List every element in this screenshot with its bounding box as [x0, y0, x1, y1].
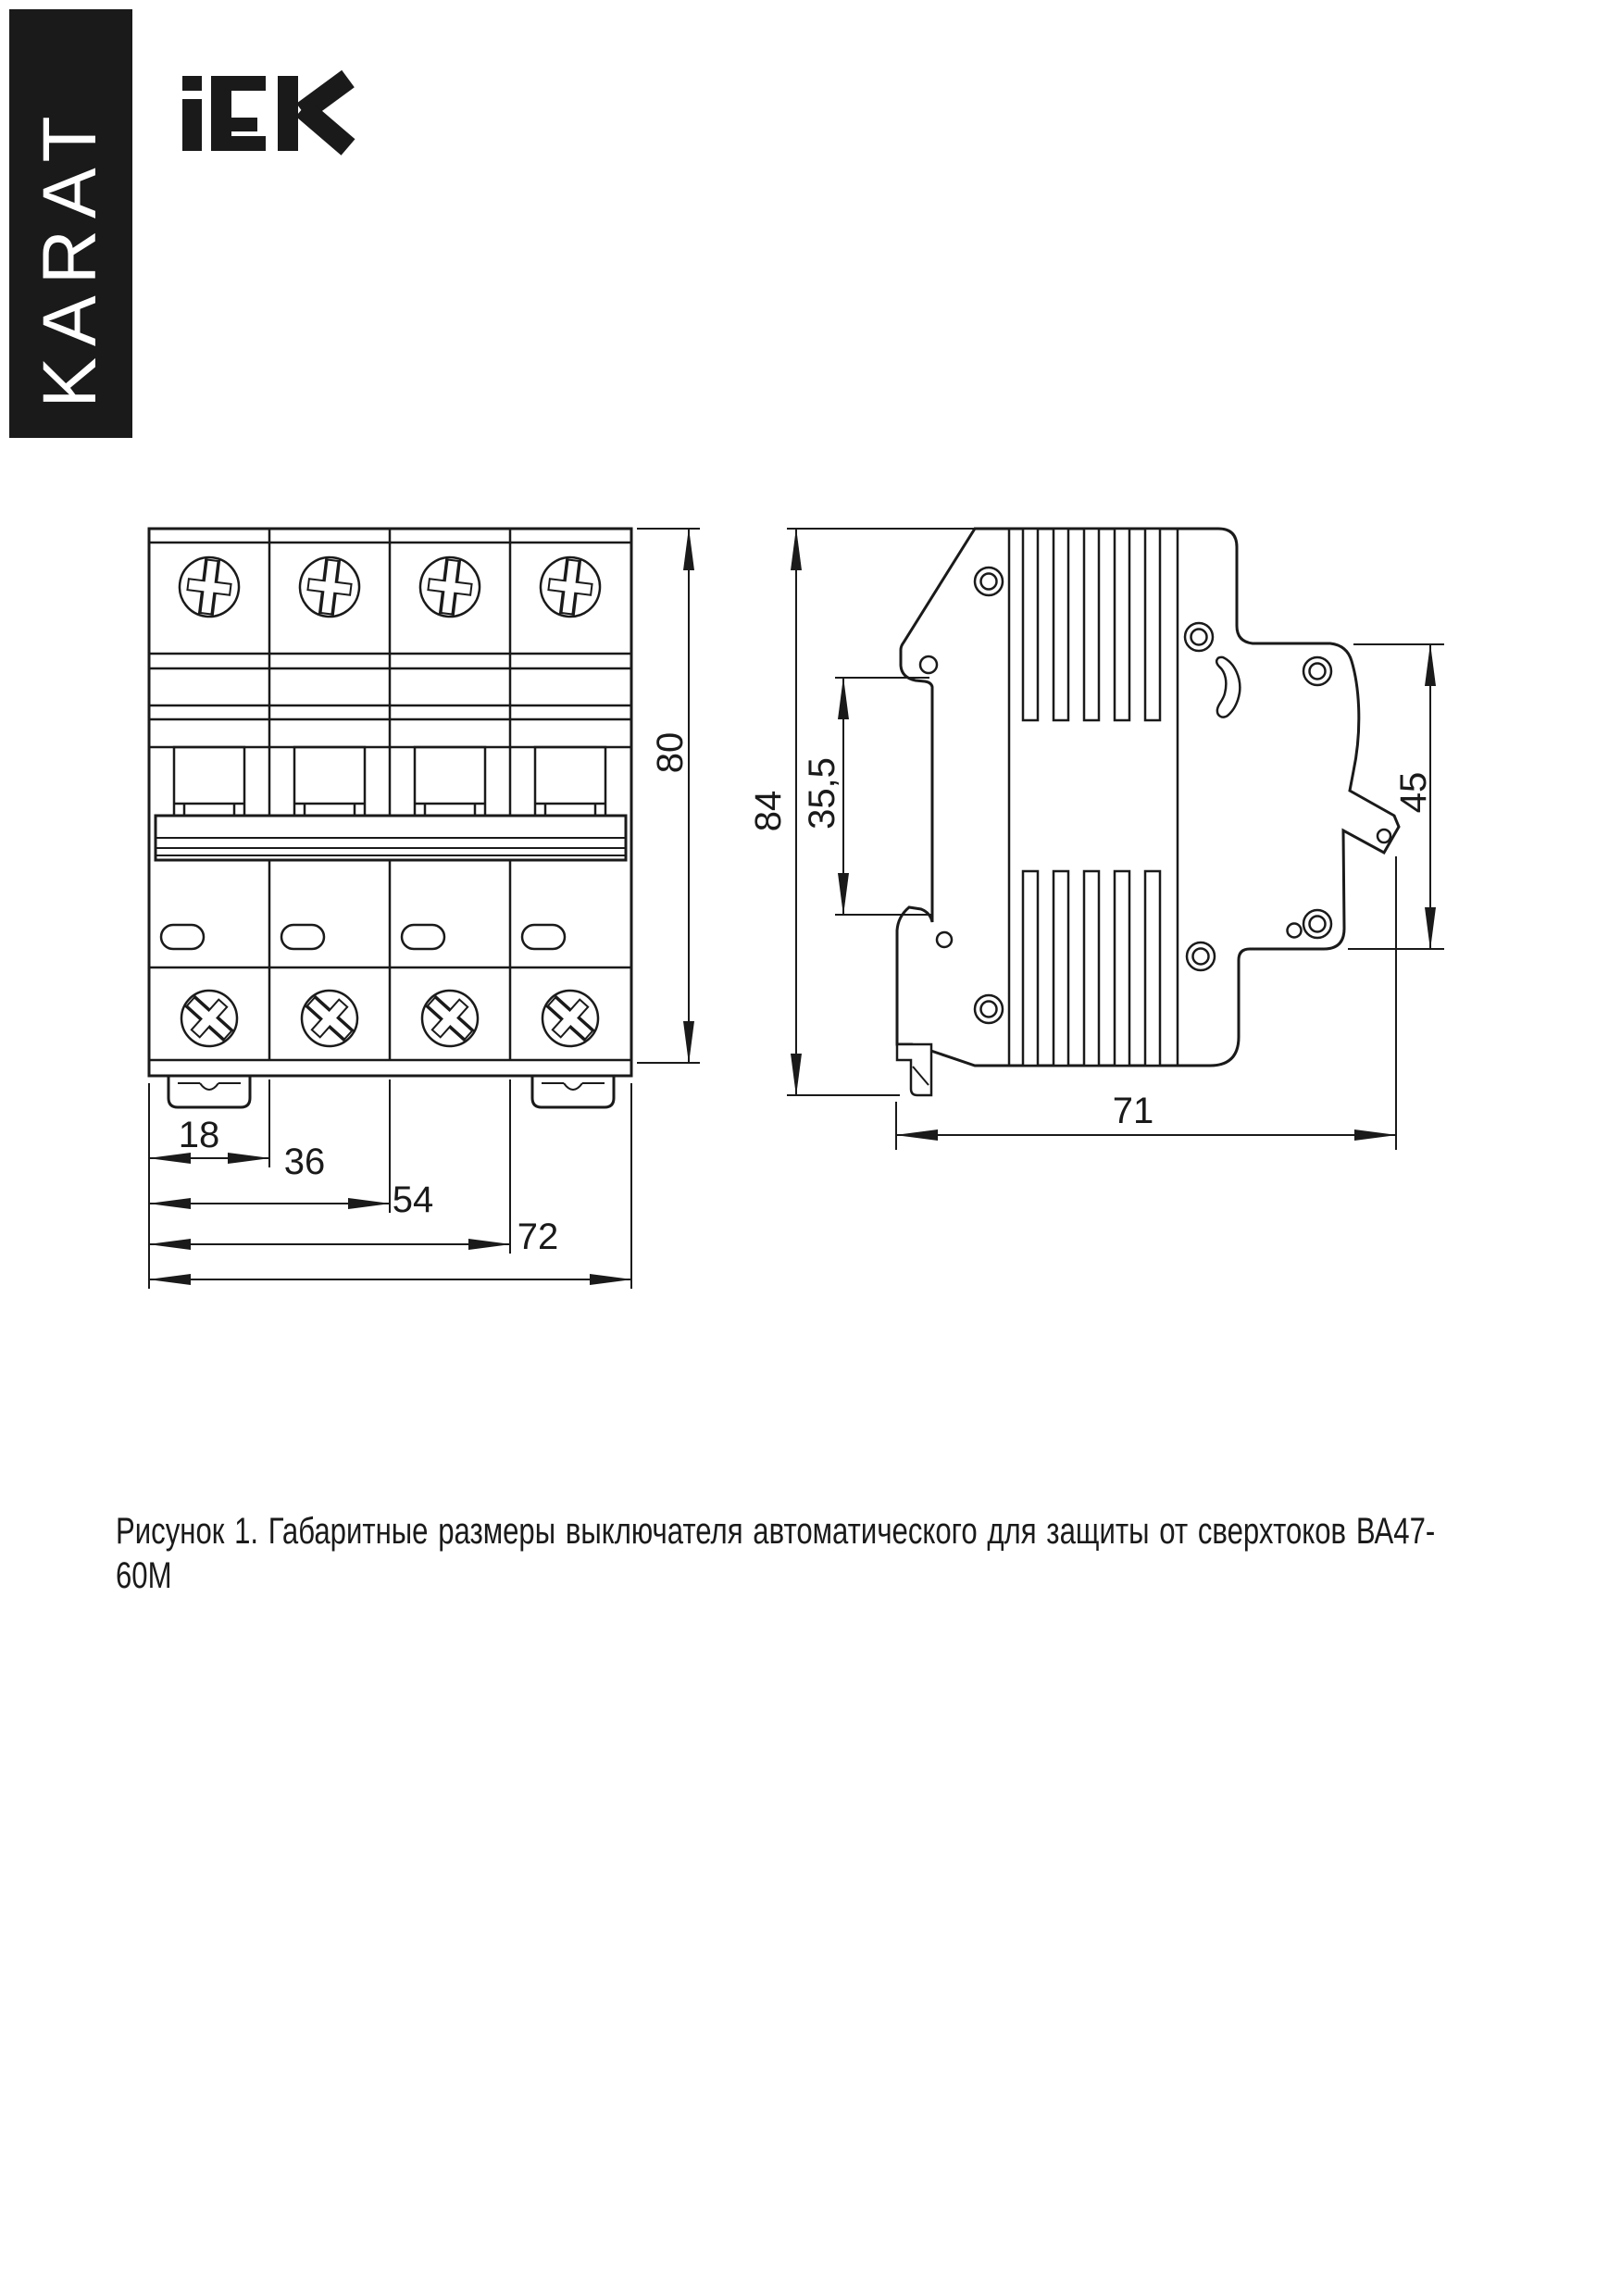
dim-label-80: 80 — [650, 731, 691, 774]
curved-slot — [1216, 657, 1240, 718]
dim-label-45: 45 — [1393, 771, 1434, 814]
figure-caption: Рисунок 1. Габаритные размеры выключателя автоматического для защиты от сверхтоков ВА47-60М — [116, 1511, 1436, 1596]
din-clip-side — [897, 1044, 931, 1095]
dim-label-72: 72 — [517, 1217, 559, 1257]
dim-label-84: 84 — [748, 790, 789, 832]
iek-logo — [182, 76, 348, 151]
side-view-drawing — [787, 529, 1444, 1150]
handle-tie-bar — [156, 816, 626, 860]
dim-label-36: 36 — [283, 1142, 326, 1182]
dim-label-35-5: 35,5 — [802, 757, 842, 830]
ventilation-ribs — [1023, 529, 1160, 1066]
dim-label-54: 54 — [392, 1179, 434, 1220]
front-view-dimensions — [149, 529, 700, 1289]
dim-label-18: 18 — [178, 1115, 220, 1155]
pole-dividers — [269, 529, 510, 1060]
din-clips-front — [168, 1076, 614, 1107]
dim-label-71: 71 — [1112, 1091, 1154, 1131]
karat-series-label: KARAT — [28, 105, 112, 408]
front-view-drawing — [149, 529, 700, 1289]
marking-windows — [161, 925, 565, 949]
